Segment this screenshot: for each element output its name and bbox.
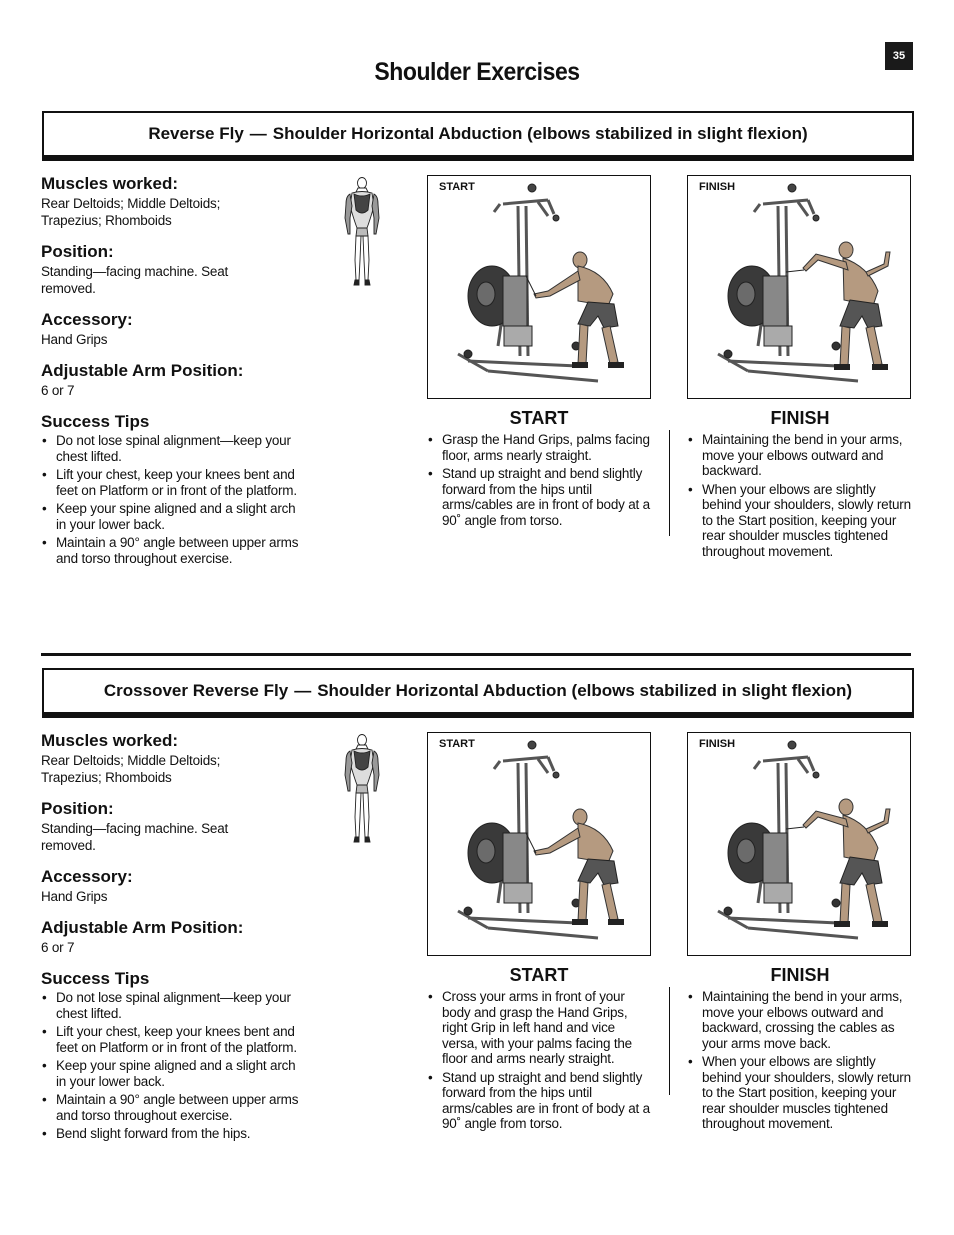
start-heading: START <box>509 965 569 985</box>
start-photo <box>427 732 651 956</box>
exercise-name: Reverse Fly <box>148 124 244 143</box>
position-text <box>41 263 306 297</box>
position-text <box>41 820 306 854</box>
success-tips-heading: Success Tips <box>41 412 150 431</box>
position-line: removed. <box>41 838 96 853</box>
success-tip: • Do not lose spinal alignment—keep your chest lifted. <box>41 990 306 1021</box>
anatomy-figure <box>340 733 384 850</box>
column-divider <box>669 987 670 1095</box>
muscles-heading: Muscles worked: <box>41 174 178 193</box>
exercise-details <box>41 174 306 569</box>
finish-step: • When your elbows are slightly behind your shoulders, slowly return to the Start position, keeping your rear shoulder muscles tightened throughout movement. <box>687 1054 913 1132</box>
exercise-description: Shoulder Horizontal Abduction (elbows stabilized in slight flexion) <box>272 124 808 143</box>
finish-photo <box>687 732 911 956</box>
finish-photo-label: FINISH <box>699 181 736 193</box>
muscles-line: Rear Deltoids; Middle Deltoids; <box>41 753 221 768</box>
muscles-text <box>41 752 306 786</box>
exercise-photo-illustration <box>428 176 650 398</box>
finish-heading: FINISH <box>770 408 830 428</box>
success-tips-list <box>41 990 306 1142</box>
finish-step: • When your elbows are slightly behind your shoulders, slowly return to the Start position, keeping your rear shoulder muscles tightened throughout movement. <box>687 482 913 560</box>
accessory-heading: Accessory: <box>41 310 133 329</box>
section-divider <box>41 653 911 656</box>
accessory-text: Hand Grips <box>41 332 108 347</box>
position-heading: Position: <box>41 799 114 818</box>
anatomy-figure-icon <box>340 733 384 845</box>
muscles-line: Trapezius; Rhomboids <box>41 213 172 228</box>
success-tip: • Keep your spine aligned and a slight arch in your lower back. <box>41 501 306 532</box>
success-tips-heading: Success Tips <box>41 969 150 988</box>
muscles-line: Trapezius; Rhomboids <box>41 770 172 785</box>
start-steps-list <box>427 989 651 1135</box>
success-tip: • Maintain a 90° angle between upper arms and torso throughout exercise. <box>41 535 306 566</box>
column-divider <box>669 430 670 536</box>
arm-position-text: 6 or 7 <box>41 383 75 398</box>
start-step: • Grasp the Hand Grips, palms facing floor, arms nearly straight. <box>427 432 651 463</box>
exercise-photo-illustration <box>428 733 650 955</box>
accessory-heading: Accessory: <box>41 867 133 886</box>
arm-position-heading: Adjustable Arm Position: <box>41 361 244 380</box>
exercise-details <box>41 731 306 1145</box>
start-photo-label: START <box>439 181 475 193</box>
banner-separator: — <box>294 681 312 700</box>
start-photo <box>427 175 651 399</box>
muscles-text <box>41 195 306 229</box>
start-photo-label: START <box>439 738 475 750</box>
anatomy-figure-icon <box>340 176 384 288</box>
finish-steps-list <box>687 432 913 562</box>
success-tip: • Maintain a 90° angle between upper arms and torso throughout exercise. <box>41 1092 306 1123</box>
position-line: Standing—facing machine. Seat <box>41 264 229 279</box>
banner-separator: — <box>249 124 267 143</box>
start-step: • Stand up straight and bend slightly forward from the hips until arms/cables are in front of body at a 90˚ angle from torso. <box>427 1070 651 1132</box>
success-tip: • Do not lose spinal alignment—keep your chest lifted. <box>41 433 306 464</box>
finish-steps-list <box>687 989 913 1135</box>
success-tips-list <box>41 433 306 566</box>
exercise-name: Crossover Reverse Fly <box>103 681 289 700</box>
exercise-photo-illustration <box>688 176 910 398</box>
muscles-line: Rear Deltoids; Middle Deltoids; <box>41 196 221 211</box>
start-steps-list <box>427 432 651 531</box>
start-step: • Cross your arms in front of your body and grasp the Hand Grips, right Grip in left hand and vice versa, with your palms facing the floor and arms nearly straight. <box>427 989 651 1067</box>
success-tip: • Lift your chest, keep your knees bent and feet on Platform or in front of the platform. <box>41 467 306 498</box>
finish-step: • Maintaining the bend in your arms, move your elbows outward and backward, crossing the cables as your arms move back. <box>687 989 913 1051</box>
muscles-heading: Muscles worked: <box>41 731 178 750</box>
position-line: removed. <box>41 281 96 296</box>
page-title: Shoulder Exercises <box>374 58 580 86</box>
start-step: • Stand up straight and bend slightly forward from the hips until arms/cables are in front of body at a 90˚ angle from torso. <box>427 466 651 528</box>
arm-position-text: 6 or 7 <box>41 940 75 955</box>
success-tip: • Bend slight forward from the hips. <box>41 1126 306 1142</box>
finish-step: • Maintaining the bend in your arms, move your elbows outward and backward. <box>687 432 913 479</box>
exercise-photo-illustration <box>688 733 910 955</box>
position-line: Standing—facing machine. Seat <box>41 821 229 836</box>
arm-position-heading: Adjustable Arm Position: <box>41 918 244 937</box>
success-tip: • Lift your chest, keep your knees bent and feet on Platform or in front of the platform. <box>41 1024 306 1055</box>
page-number: 35 <box>885 42 913 70</box>
position-heading: Position: <box>41 242 114 261</box>
success-tip: • Keep your spine aligned and a slight arch in your lower back. <box>41 1058 306 1089</box>
anatomy-figure <box>340 176 384 293</box>
finish-photo <box>687 175 911 399</box>
exercise-banner <box>42 111 914 157</box>
start-heading: START <box>509 408 569 428</box>
accessory-text: Hand Grips <box>41 889 108 904</box>
finish-photo-label: FINISH <box>699 738 736 750</box>
finish-heading: FINISH <box>770 965 830 985</box>
exercise-banner <box>42 668 914 714</box>
exercise-description: Shoulder Horizontal Abduction (elbows stabilized in slight flexion) <box>317 681 853 700</box>
